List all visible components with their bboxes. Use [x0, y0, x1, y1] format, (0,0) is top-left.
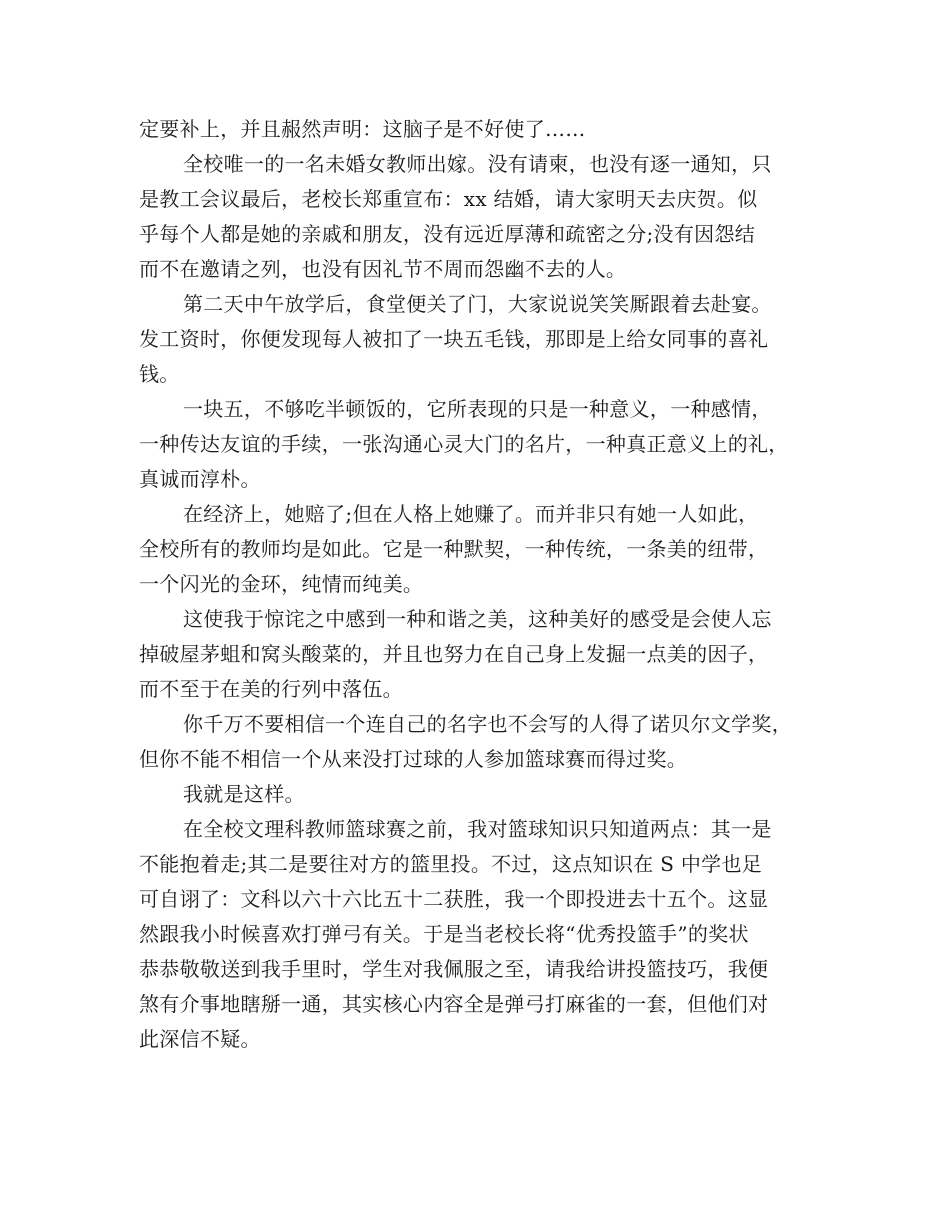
text-line: 一个闪光的金环，纯情而纯美。 [139, 572, 424, 596]
text-line: 这使我于惊诧之中感到一种和谐之美，这种美好的感受是会使人忘 [183, 607, 772, 631]
text-line: 一块五，不够吃半顿饭的，它所表现的只是一种意义，一种感情， [183, 397, 772, 421]
text-line: 然跟我小时候喜欢打弹弓有关。于是当老校长将“优秀投篮手”的奖状 [139, 922, 749, 946]
text-line: 你千万不要相信一个连自己的名字也不会写的人得了诺贝尔文学奖， [183, 712, 792, 736]
text-line: 而不在邀请之列，也没有因礼节不周而怨幽不去的人。 [139, 257, 627, 281]
text-line: 是教工会议最后，老校长郑重宣布：xx 结婚，请大家明天去庆贺。似 [139, 187, 758, 211]
text-line: 此深信不疑。 [139, 1027, 261, 1051]
text-line: 煞有介事地瞎掰一通，其实核心内容全是弹弓打麻雀的一套，但他们对 [139, 992, 769, 1016]
text-line: 掉破屋茅蛆和窝头酸菜的，并且也努力在自己身上发掘一点美的因子， [139, 642, 769, 666]
text-line: 全校唯一的一名未婚女教师出嫁。没有请柬，也没有逐一通知，只 [183, 152, 772, 176]
text-line: 可自诩了：文科以六十六比五十二获胜，我一个即投进去十五个。这显 [139, 887, 769, 911]
text-line: 恭恭敬敬送到我手里时，学生对我佩服之至，请我给讲投篮技巧，我便 [139, 957, 769, 981]
text-line: 乎每个人都是她的亲戚和朋友，没有远近厚薄和疏密之分;没有因怨结 [139, 222, 756, 246]
text-line: 钱。 [139, 362, 180, 386]
text-line: 而不至于在美的行列中落伍。 [139, 677, 403, 701]
text-line: 不能抱着走;其二是要往对方的篮里投。不过，这点知识在 S 中学也足 [139, 852, 763, 876]
text-line: 在全校文理科教师篮球赛之前，我对篮球知识只知道两点：其一是 [183, 817, 772, 841]
body-text [139, 114, 839, 1059]
text-line: 真诚而淳朴。 [139, 467, 261, 491]
text-line: 一种传达友谊的手续，一张沟通心灵大门的名片，一种真正意义上的礼， [139, 432, 789, 456]
text-line: 但你不能不相信一个从来没打过球的人参加篮球赛而得过奖。 [139, 747, 688, 771]
text-line: 全校所有的教师均是如此。它是一种默契，一种传统，一条美的纽带， [139, 537, 769, 561]
text-line: 发工资时，你便发现每人被扣了一块五毛钱，那即是上给女同事的喜礼 [139, 327, 769, 351]
text-line: 在经济上，她赔了;但在人格上她赚了。而并非只有她一人如此， [183, 502, 759, 526]
text-line: 我就是这样。 [183, 782, 305, 806]
text-line: 第二天中午放学后，食堂便关了门，大家说说笑笑厮跟着去赴宴。 [183, 292, 772, 316]
text-line: 定要补上，并且赧然声明：这脑子是不好使了…… [139, 117, 586, 141]
